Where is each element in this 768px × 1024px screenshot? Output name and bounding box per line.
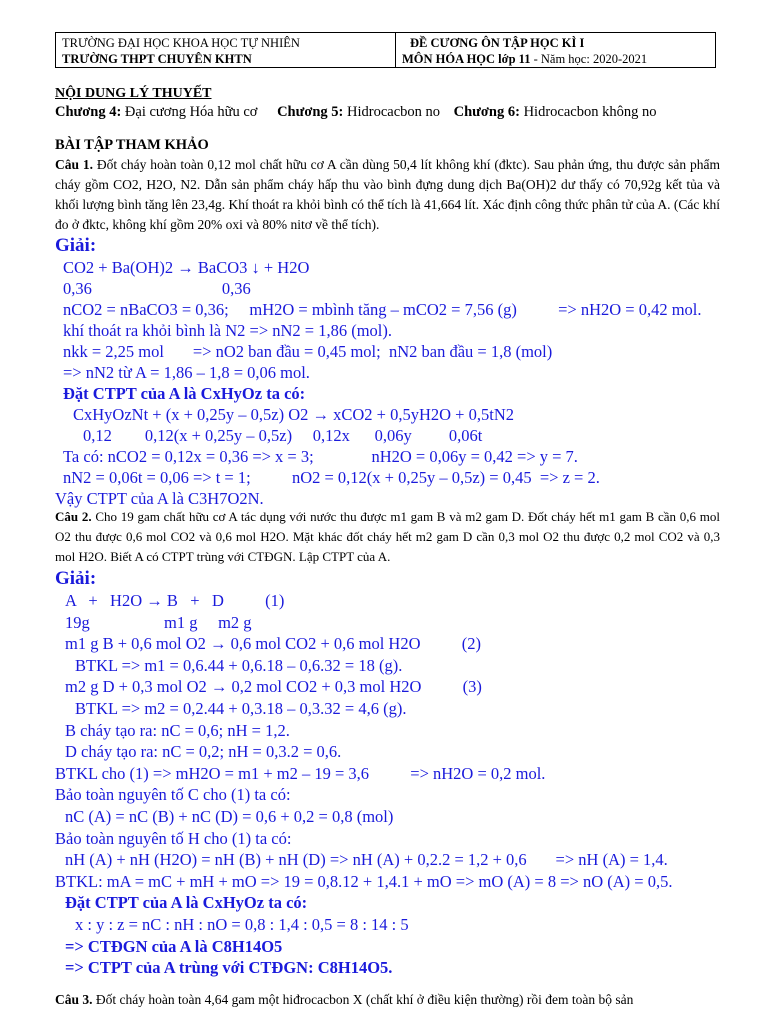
chapter-5-label: Chương 5: bbox=[277, 104, 344, 120]
sol1-line-2b: 0,36 bbox=[221, 279, 251, 298]
sol1-line-4: khí thoát ra khỏi bình là N2 => nN2 = 1,86 (mol). bbox=[63, 321, 393, 340]
sol1-line-7: Đặt CTPT của A là CxHyOz ta có: bbox=[63, 384, 306, 403]
question-2-text: Cho 19 gam chất hữu cơ A tác dụng với nước thu được m1 gam B và m2 gam D. Đốt cháy hết m1 gam B cần 0,6 mol O2 thu được 0,6 mol CO2 và 0,6 mol H2O. Mặt khác đốt cháy hết m2 gam D cần 0,3 mol O2 thu được 0,2 mol CO2 và 0,3 mol H2O. Biết A có CTPT trùng với CTĐGN. Lập CTPT của A. bbox=[55, 509, 720, 564]
sol1-line-6: => nN2 từ A = 1,86 – 1,8 = 0,06 mol. bbox=[63, 363, 310, 382]
question-3-label: Câu 3. bbox=[55, 992, 93, 1007]
sol1-line-5: nkk = 2,25 mol => nO2 ban đầu = 0,45 mol; nN2 ban đầu = 1,8 (mol) bbox=[63, 342, 553, 361]
sol2-line-16: x : y : z = nC : nH : nO = 0,8 : 1,4 : 0,5 = 8 : 14 : 5 bbox=[75, 914, 409, 934]
sol2-line-4: BTKL => m1 = 0,6.44 + 0,6.18 – 0,6.32 = 18 (g). bbox=[75, 655, 403, 675]
sol2-line-5: m2 g D + 0,3 mol O2 → 0,2 mol CO2 + 0,3 mol H2O (3) bbox=[65, 677, 482, 697]
sol2-line-17: => CTĐGN của A là C8H14O5 bbox=[65, 936, 283, 956]
solution-2 bbox=[55, 568, 720, 979]
sol2-line-18: => CTPT của A trùng với CTĐGN: C8H14O5. bbox=[65, 958, 393, 978]
sol2-line-3: m1 g B + 0,6 mol O2 → 0,6 mol CO2 + 0,6 mol H2O (2) bbox=[65, 634, 481, 654]
question-2-label: Câu 2. bbox=[55, 509, 92, 524]
question-1-label: Câu 1. bbox=[55, 157, 93, 172]
sol2-line-13: nH (A) + nH (H2O) = nH (B) + nH (D) => nH (A) + 0,2.2 = 1,2 + 0,6 => nH (A) = 1,4. bbox=[65, 850, 668, 870]
sol1-line-2a: 0,36 bbox=[63, 279, 92, 298]
sol2-line-8: D cháy tạo ra: nC = 0,2; nH = 0,3.2 = 0,6. bbox=[65, 742, 342, 762]
solution-1 bbox=[55, 235, 720, 509]
chapter-6-label: Chương 6: bbox=[453, 104, 520, 120]
theory-heading: NỘI DUNG LÝ THUYẾT bbox=[55, 86, 212, 101]
sol2-line-14: BTKL: mA = mC + mH + mO => 19 = 0,8.12 + 1,4.1 + mO => mO (A) = 8 => nO (A) = 0,5. bbox=[55, 871, 673, 891]
chapter-5-title: Hidrocacbon no bbox=[343, 104, 441, 120]
chapter-4-title: Đại cương Hóa hữu cơ bbox=[121, 104, 258, 120]
sol2-line-15: Đặt CTPT của A là CxHyOz ta có: bbox=[65, 893, 308, 913]
question-1-text: Đốt cháy hoàn toàn 0,12 mol chất hữu cơ A cần dùng 50,4 lít không khí (đktc). Sau phản ứng, thu được sản phẩm cháy gồm CO2, H2O, N2. Dẫn sản phẩm cháy hấp thu vào bình đựng dung dịch Ba(OH)2 dư thấy có 70,92g kết tủa và khối lượng bình tăng lên 23,4g. Khí thoát ra khỏi bình có thể tích là 41,664 lít. Xác định công thức phân tử của A. (Các khí đo ở đktc, không khí gồm 20% oxi và 80% nitơ về thể tích). bbox=[55, 157, 720, 232]
outline-title: ĐỀ CƯƠNG ÔN TẬP HỌC KÌ I bbox=[410, 36, 585, 50]
solution-2-heading: Giải: bbox=[55, 568, 97, 589]
exercise-heading: BÀI TẬP THAM KHẢO bbox=[55, 137, 209, 153]
exercise-section bbox=[55, 135, 720, 235]
sol1-line-3: nCO2 = nBaCO3 = 0,36; mH2O = mbình tăng – mCO2 = 7,56 (g) => nH2O = 0,42 mol. bbox=[63, 300, 702, 319]
university-name: TRƯỜNG ĐẠI HỌC KHOA HỌC TỰ NHIÊN bbox=[62, 36, 300, 50]
sol2-line-12: Bảo toàn nguyên tố H cho (1) ta có: bbox=[55, 828, 292, 848]
document-header bbox=[55, 32, 716, 68]
header-right bbox=[396, 33, 715, 67]
sol2-line-6: BTKL => m2 = 0,2.44 + 0,3.18 – 0,3.32 = 4,6 (g). bbox=[75, 698, 407, 718]
chapter-6-title: Hidrocacbon không no bbox=[519, 104, 657, 120]
question-3-text: Đốt cháy hoàn toàn 4,64 gam một hiđrocacbon X (chất khí ở điều kiện thường) rồi đem toàn bộ sản bbox=[92, 992, 634, 1007]
school-year: - Năm học: 2020-2021 bbox=[530, 52, 648, 66]
question-3 bbox=[55, 990, 720, 1010]
sol1-line-9: 0,12 0,12(x + 0,25y – 0,5z) 0,12x 0,06y 0,06t bbox=[83, 426, 483, 445]
subject-label: MÔN HÓA HỌC lớp 11 bbox=[402, 52, 531, 66]
sol1-line-12: Vậy CTPT của A là C3H7O2N. bbox=[55, 489, 264, 508]
chapter-4-label: Chương 4: bbox=[55, 104, 122, 120]
sol2-line-1: A + H2O → B + D (1) bbox=[65, 591, 285, 610]
question-2 bbox=[55, 507, 720, 567]
sol2-line-11: nC (A) = nC (B) + nC (D) = 0,6 + 0,2 = 0,8 (mol) bbox=[65, 806, 394, 826]
sol1-line-11: nN2 = 0,06t = 0,06 => t = 1; nO2 = 0,12(x + 0,25y – 0,5z) = 0,45 => z = 2. bbox=[63, 468, 600, 487]
sol2-line-7: B cháy tạo ra: nC = 0,6; nH = 1,2. bbox=[65, 720, 290, 740]
sol2-line-9: BTKL cho (1) => mH2O = m1 + m2 – 19 = 3,6 => nH2O = 0,2 mol. bbox=[55, 763, 546, 783]
sol1-line-8: CxHyOzNt + (x + 0,25y – 0,5z) O2 → xCO2 + 0,5yH2O + 0,5tN2 bbox=[73, 405, 514, 424]
theory-section bbox=[55, 84, 720, 122]
sol2-line-2: 19g m1 g m2 g bbox=[65, 612, 252, 632]
school-name: TRƯỜNG THPT CHUYÊN KHTN bbox=[62, 52, 252, 66]
sol1-line-10: Ta có: nCO2 = 0,12x = 0,36 => x = 3; nH2O = 0,06y = 0,42 => y = 7. bbox=[63, 447, 578, 466]
solution-1-heading: Giải: bbox=[55, 235, 97, 256]
sol2-line-10: Bảo toàn nguyên tố C cho (1) ta có: bbox=[55, 785, 291, 805]
header-left bbox=[56, 33, 396, 67]
sol1-line-1: CO2 + Ba(OH)2 → BaCO3 ↓ + H2O bbox=[63, 258, 310, 277]
